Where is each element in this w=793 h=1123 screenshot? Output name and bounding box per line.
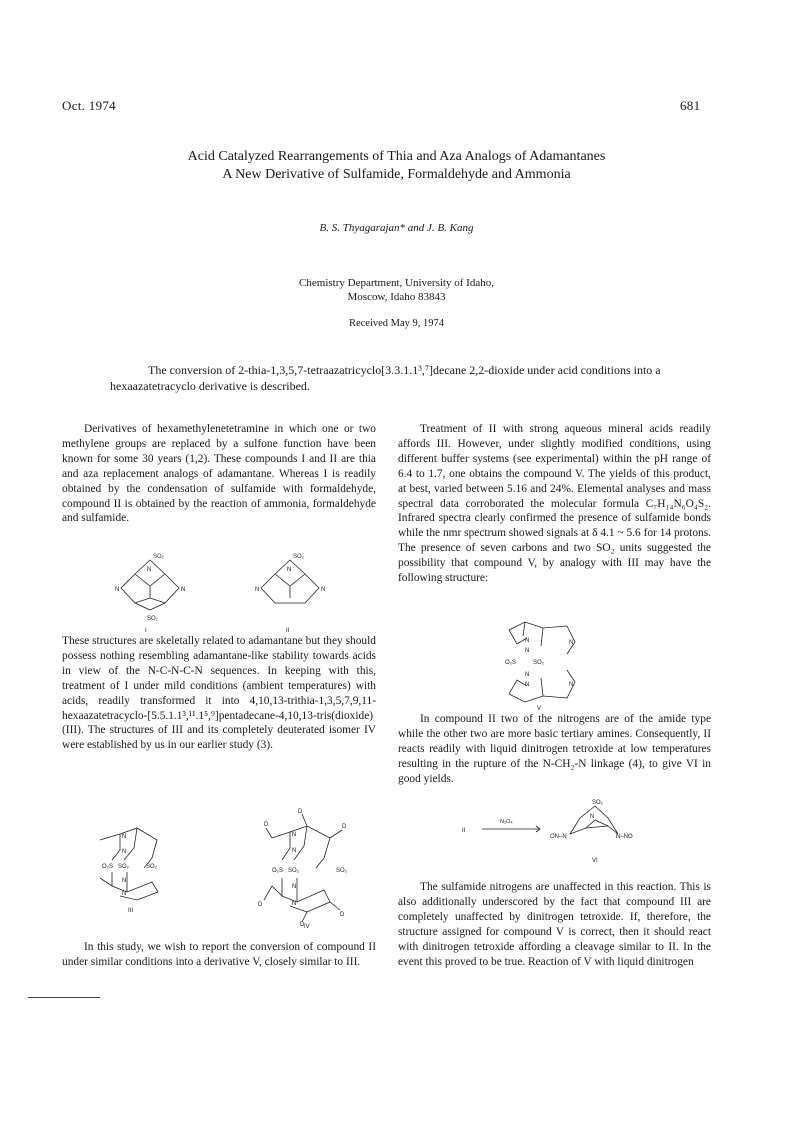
title-line-2: A New Derivative of Sulfamide, Formaldehyde and Ammonia [222,167,571,182]
structure-IV-d3: D [342,824,347,830]
structure-I-so2-bottom: SO₂ [147,616,158,622]
structure-III-n2: N [122,849,127,855]
structure-V-n6: N [525,682,530,688]
structure-V-n2: N [525,648,530,654]
structure-VI-label: VI [592,858,598,864]
structure-II-n-left: N [255,587,260,593]
left-paragraph-1: Derivatives of hexamethylenetetramine in which one or two methylene groups are replaced by a sulfone function have been known for some 30 years (1,2). These compounds I and II are thia and aza replacement analogs of adamantane. Whereas I is readily obtained by the condensation of sulfamide with formaldehyde, compound II is obtained by the reaction of ammonia, formaldehyde and sulfamide. [62,423,376,525]
structure-III [82,820,182,910]
structure-III-o2s: O₂S [102,864,113,870]
right-paragraph-2: In compound II two of the nitrogens are of the amide type while the other two are more basic tertiary amines. Consequently, II reacts readily with liquid dinitrogen tetroxide at low temperatures resulting in the rupture of the N-CH₂-N linkage (4), to give VI in good yields. [398,713,711,785]
structure-VI-so2: SO₂ [592,800,603,806]
received-date: Received May 9, 1974 [348,318,445,329]
structure-II-n-top: N [287,567,292,573]
abstract: The conversion of 2-thia-1,3,5,7-tetraazatricyclo[3.3.1.1³,⁷]decane 2,2-dioxide under acid conditions into a hexaazatetracyclo derivative is described. [110,363,661,393]
structure-V-n1: N [525,638,530,644]
structure-I-n-right: N [181,587,186,593]
right-paragraph-3: The sulfamide nitrogens are unaffected in this reaction. This is also additionally underscored by the fact that compound III are completely unaffected by dinitrogen tetroxide. If, therefore, the structure assigned for compound V is correct, then it should react with dinitrogen tetroxide affording a cleavage similar to II. In the event this proved to be true. Reaction of V with liquid dinitrogen [398,881,711,968]
affiliation [0,276,793,304]
structure-IV-d1: D [264,822,269,828]
structure-V-label: V [537,706,542,712]
left-paragraph-3: In this study, we wish to report the conversion of compound II under similar conditions into a derivative V, closely similar to III. [62,941,376,968]
reaction-scheme-VI [440,798,680,862]
structure-II-label: II [286,628,290,634]
structure-IV-so2-right: SO₂ [336,868,347,874]
structure-I-label: I [145,628,147,634]
structure-VI-n-no: N–NO [616,834,633,840]
structure-I [95,548,205,628]
structure-IV-n4: N [292,901,297,907]
structure-IV-o2s: O₂S [272,868,283,874]
structure-IV-d4: D [258,902,263,908]
authors: B. S. Thyagarajan* and J. B. Kang [319,222,474,234]
structure-VI-n-top: N [590,814,595,820]
footnote-rule [28,997,100,998]
running-date: Oct. 1974 [62,98,116,113]
page-number: 681 [680,98,701,113]
title-line-1: Acid Catalyzed Rearrangements of Thia and Aza Analogs of Adamantanes [187,149,606,164]
structure-I-n-left: N [115,587,120,593]
structure-I-so2-top: SO₂ [153,554,164,560]
structure-V-so2: SO₂ [533,660,544,666]
structure-IV-d6: D [340,912,345,918]
structure-II-n-right: N [321,587,326,593]
structure-IV [252,808,362,926]
reaction-reagent: N₂O₄ [500,819,513,825]
structure-IV-d5: D [300,922,305,926]
structure-V-n3: N [569,640,574,646]
structure-III-n1: N [122,834,127,840]
structure-III-n3: N [122,878,127,884]
structure-IV-so2-center: SO₂ [288,868,299,874]
structure-III-label: III [128,908,134,914]
structure-III-so2-right: SO₂ [146,864,157,870]
right-paragraph-1: Treatment of II with strong aqueous mineral acids readily affords III. However, under slightly modified conditions, using different buffer systems (see experimental) within the pH range of 6.4 to 1.7, one obtains the compound V. The yields of this product, at best, varied between 5.16 and 24%. Elemental analyses and mass spectral data corroborated the molecular formula C₇H₁₄N₆O₄S₂. Infrared spectra clearly confirmed the presence of sulfamide bonds while the nmr spectrum showed signals at δ 4.1 ~ 5.6 for 14 protons. The presence of seven carbons and two SO₂ units suggested the possibility that compound V, by analogy with III may have the following structure: [398,423,711,585]
reaction-reactant: II [462,828,466,834]
structure-II [235,548,345,628]
structure-I-n-top: N [147,567,152,573]
structure-III-so2-center: SO₂ [118,864,129,870]
affiliation-line-2: Moscow, Idaho 83843 [347,291,446,303]
structure-II-so2-top: SO₂ [293,554,304,560]
affiliation-line-1: Chemistry Department, University of Idaho, [299,277,494,289]
structure-IV-label: IV [304,924,310,930]
left-paragraph-2: These structures are skeletally related to adamantane but they should possess nothing resembling adamantane-like stability towards acids in view of the N-C-N-C-N sequences. In keeping with this, treatment of I under mild conditions (ambient temperatures) with acids, readily transformed it into 4,10,13-trithia-1,3,5,7,9,11-hexaazatetracyclo-[5.5.1.1³,¹¹.1⁵,⁹]pentadecane-4,10,13-tris(dioxide) (III). The structures of III and its completely deuterated isomer IV were established by us in our earlier study (3). [62,635,376,752]
structure-V [497,616,597,706]
structure-IV-n3: N [292,884,297,890]
structure-V-o2s: O₂S [505,660,516,666]
structure-III-n4: N [122,891,127,897]
structure-V-n5: N [525,672,530,678]
structure-IV-n1: N [292,832,297,838]
structure-IV-n2: N [292,848,297,854]
structure-IV-d2: D [298,809,303,815]
structure-VI-on-n: ON–N [550,834,567,840]
structure-V-n4: N [569,682,574,688]
